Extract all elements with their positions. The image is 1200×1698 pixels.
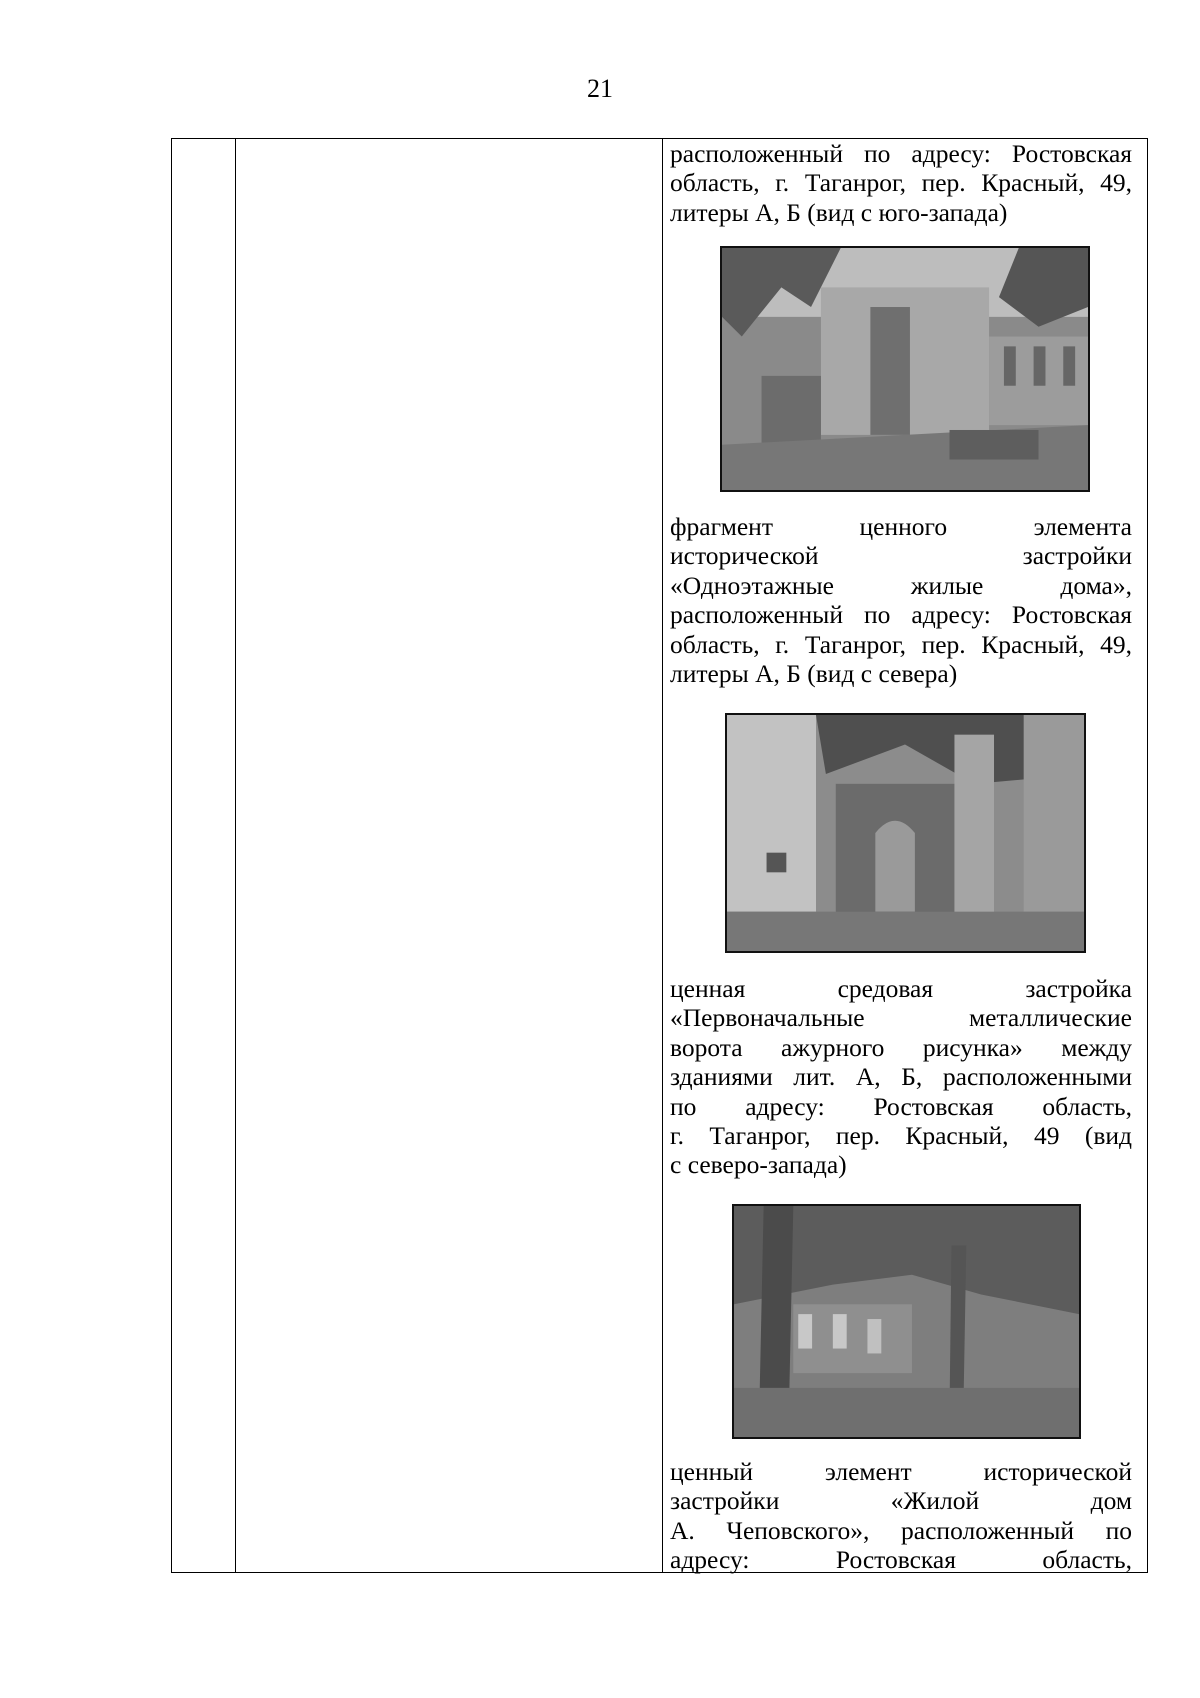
text-line: г. Таганрог, пер. Красный, 49 (вид — [670, 1121, 1132, 1151]
description-paragraph — [670, 974, 1132, 1180]
text-line: литеры А, Б (вид с севера) — [670, 659, 958, 689]
text-line: ворота ажурного рисунка» между — [670, 1032, 1132, 1062]
column-divider-2 — [662, 139, 663, 1572]
page-number: 21 — [587, 74, 613, 103]
description-paragraph — [670, 512, 1132, 688]
text-line: ценная средовая застройка — [670, 974, 1132, 1003]
text-line: по адресу: Ростовская область, — [670, 1091, 1132, 1121]
text-line: с северо-запада) — [670, 1150, 847, 1180]
text-line: область, г. Таганрог, пер. Красный, 49, — [670, 168, 1132, 198]
document-table — [171, 138, 1148, 1573]
description-cell-1 — [670, 512, 1132, 688]
text-line: адресу: Ростовская область, — [670, 1545, 1132, 1575]
text-line: застройки «Жилой дом — [670, 1486, 1132, 1516]
photo-trees-house — [732, 1204, 1081, 1439]
text-line: фрагмент ценного элемента — [670, 512, 1132, 541]
photo-gate-north — [725, 713, 1086, 953]
description-paragraph — [670, 1457, 1132, 1575]
text-line: область, г. Таганрог, пер. Красный, 49, — [670, 629, 1132, 659]
text-line: «Одноэтажные жилые дома», — [670, 570, 1132, 600]
column-divider-1 — [235, 139, 236, 1572]
text-line: расположенный по адресу: Ростовская — [670, 139, 1132, 168]
description-paragraph — [670, 139, 1132, 227]
description-cell-2 — [670, 974, 1132, 1180]
text-line: ценный элемент исторической — [670, 1457, 1132, 1486]
text-line: расположенный по адресу: Ростовская — [670, 600, 1132, 630]
photo-house-southwest — [720, 246, 1090, 492]
text-line: А. Чеповского», расположенный по — [670, 1515, 1132, 1545]
text-line: «Первоначальные металлические — [670, 1003, 1132, 1033]
text-line: зданиями лит. А, Б, расположенными — [670, 1062, 1132, 1092]
description-cell-0 — [670, 139, 1132, 227]
text-line: исторической застройки — [670, 541, 1132, 571]
text-line: литеры А, Б (вид с юго-запада) — [670, 197, 1008, 227]
description-cell-3 — [670, 1457, 1132, 1575]
